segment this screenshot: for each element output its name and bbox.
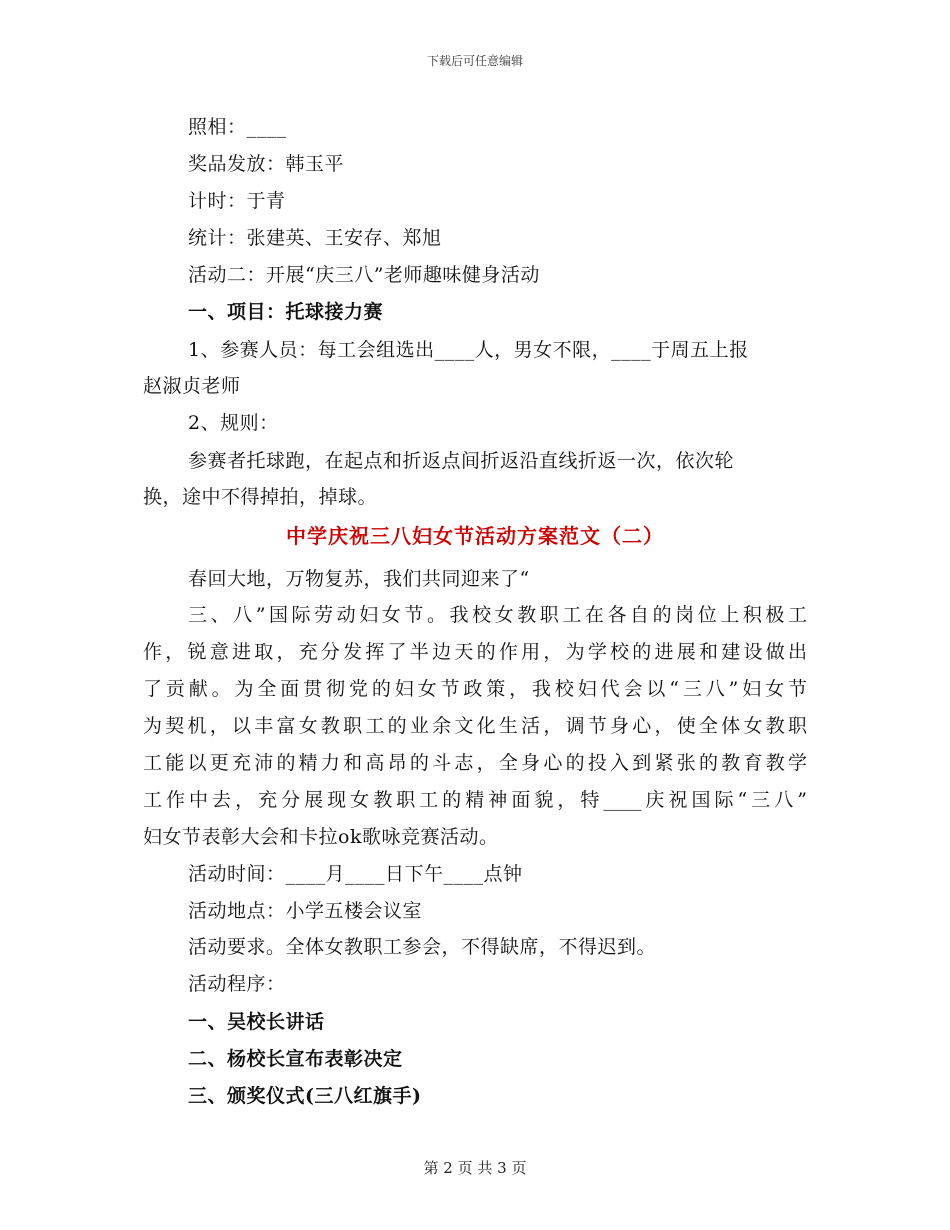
item1-line1: 1、参赛人员：每工会组选出____人，男女不限，____于周五上报	[188, 339, 749, 361]
paragraph-line-3: 了贡献。为全面贯彻党的妇女节政策，我校妇代会以“三八”妇女节	[143, 678, 807, 700]
item-heading: 一、项目：托球接力赛	[188, 301, 384, 323]
activity-two-line: 活动二：开展“庆三八”老师趣味健身活动	[188, 264, 540, 286]
procedure-step-1: 一、吴校长讲话	[188, 1011, 325, 1033]
intro-line: 春回大地，万物复苏，我们共同迎来了“	[188, 568, 530, 590]
procedure-step-2: 二、杨校长宣布表彰决定	[188, 1048, 403, 1070]
paragraph-line-1: 三、八”国际劳动妇女节。我校女教职工在各自的岗位上积极工	[188, 604, 807, 626]
page-footer: 第 2 页 共 3 页	[423, 1159, 527, 1177]
item2-line: 2、规则：	[188, 412, 279, 434]
procedure-step-3: 三、颁奖仪式(三八红旗手)	[188, 1085, 422, 1107]
paragraph-line-4: 为契机，以丰富女教职工的业余文化生活，调节身心，使全体女教职	[143, 715, 807, 737]
prize-line: 奖品发放：韩玉平	[188, 153, 345, 175]
activity-requirement-line: 活动要求。全体女教职工参会，不得缺席，不得迟到。	[188, 936, 657, 958]
paragraph-line-5: 工能以更充沛的精力和高昂的斗志，全身心的投入到紧张的教育教学	[143, 752, 807, 774]
activity-procedure-line: 活动程序：	[188, 973, 286, 995]
statistics-line: 统计：张建英、王安存、郑旭	[188, 227, 442, 249]
rule-line1: 参赛者托球跑，在起点和折返点间折返沿直线折返一次，依次轮	[188, 450, 735, 472]
timing-line: 计时：于青	[188, 190, 286, 212]
paragraph-line-7: 妇女节表彰大会和卡拉ok歌咏竞赛活动。	[143, 826, 499, 848]
activity-time-line: 活动时间：____月____日下午____点钟	[188, 863, 523, 885]
activity-place-line: 活动地点：小学五楼会议室	[188, 900, 423, 922]
paragraph-line-6: 工作中去，充分展现女教职工的精神面貌，特____庆祝国际“三八”	[143, 789, 807, 811]
section-title: 中学庆祝三八妇女节活动方案范文（二）	[286, 524, 664, 548]
photo-line: 照相：____	[188, 116, 287, 138]
paragraph-line-2: 作，锐意进取，充分发挥了半边天的作用，为学校的进展和建设做出	[143, 641, 807, 663]
page-header: 下载后可任意编辑	[426, 54, 523, 68]
rule-line2: 换，途中不得掉拍，掉球。	[143, 486, 378, 508]
item1-line2: 赵淑贞老师	[143, 375, 241, 397]
